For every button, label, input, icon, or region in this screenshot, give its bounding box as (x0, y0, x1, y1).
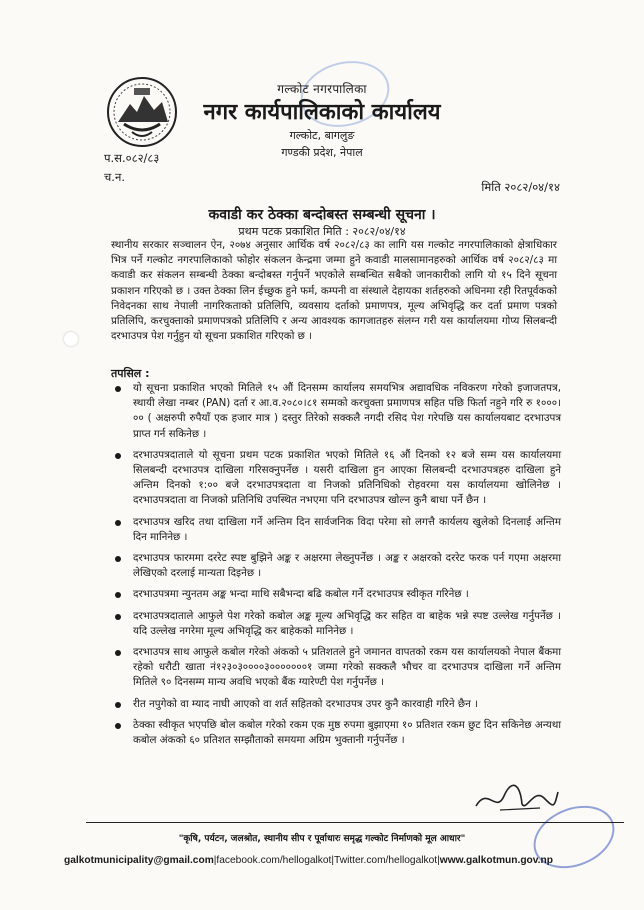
condition-text: दरभाउपत्र फारममा दररेट स्पष्ट बुझिने अङ्क र अक्षरमा लेख्नुपर्नेछ । अङ्क र अक्षरको दररेट फरक पर्न गएमा अक्षरमा लेखिएको दरलाई मान्यता दिइनेछ । (133, 552, 561, 580)
condition-text: दरभाउपत्र खरिद तथा दाखिला गर्ने अन्तिम दिन सार्वजनिक विदा परेमा सो लगत्तै कार्यलय खुलेको दिनलाई अन्तिम दिन मानिनेछ । (133, 515, 561, 543)
bullet-icon (115, 520, 121, 526)
condition-text: रीत नपुगेको वा म्याद नाघी आएको वा शर्त सहितको दरभाउपत्र उपर कुनै कारवाही गरिने छैन । (133, 697, 478, 710)
publication-date: प्रथम पटक प्रकाशित मिति : २०८२/०४/१४ (238, 225, 406, 238)
bullet-icon (115, 614, 121, 620)
condition-item (111, 645, 561, 691)
condition-item (111, 587, 561, 602)
condition-item (111, 448, 561, 509)
condition-item (111, 551, 561, 581)
notice-intro-paragraph: स्थानीय सरकार सञ्चालन ऐन, २०७४ अनुसार आर्थिक वर्ष २०८२/८३ का लागि यस गल्कोट नगरपालिकाको क्षेत्राधिकार भित्र पर्ने गल्कोट नगरपालिकाको फोहोर संकलन केन्द्रमा जम्मा हुने कवाडी मालसामानहरुको आर्थिक वर्ष २०८२/८३ मा कवाडी कर संकलन सम्बन्धी ठेक्का बन्दोबस्त गर्नुपर्ने भएकोले सम्बन्धित सबैको जानकारीको लागि यो १५ दिने सूचना प्रकाशन गरिएको छ । उक्त ठेक्का लिन ईच्छुक हुने फर्म, कम्पनी वा संस्थाले देहायका शर्तहरुको अधिनमा रही रितपूर्वकको निवेदनका साथ नेपाली नागरिकताको प्रतिलिपि, व्यवसाय दर्ताको प्रमाणपत्र, मूल्य अभिवृद्धि कर दर्ता प्रमाण पत्रको प्रतिलिपि, करचुक्ताको प्रमाणपत्रको प्रतिलिपि र अन्य आवश्यक कागजातहरु संलग्न गरी यस कार्यालयमा गोप्य सिलबन्दी दरभाउपत्र पेश गर्नुहुन यो सूचना प्रकाशित गरिएको छ । (111, 239, 557, 343)
reference-number: प.स.०८२/८३ (104, 151, 160, 165)
conditions-heading: तपसिल : (111, 367, 150, 380)
dispatch-number: च.न. (104, 170, 125, 184)
website-link[interactable]: www.galkotmun.gov.np (439, 855, 553, 866)
signature (470, 778, 560, 818)
separator: | (437, 855, 440, 866)
office-title: नगर कार्यपालिकाको कार्यालय (203, 99, 441, 125)
footer-divider (86, 822, 624, 823)
condition-text: दरभाउपत्रदाताले यो सूचना प्रथम पटक प्रकाशित भएको मितिले १६ औं दिनको १२ बजे सम्म यस कार्यालयमा सिलबन्दी दरभाउपत्र दाखिला गरिसक्नुपर्नेछ । यसरी दाखिला हुन आएका सिलबन्दी दरभाउपत्रहरु दाखिला हुने अन्तिम दिनको १:०० बजे दरभाउपत्रदाता वा निजको प्रतिनिधिको रोहवरमा यस कार्यालयमा खोलिनेछ । दरभाउपत्रदाता वा निजको प्रतिनिधि उपस्थित नभएमा पनि दरभाउपत्र खोल्न कुनै बाधा पर्ने छैन । (133, 448, 561, 507)
municipality-name: गल्कोट नगरपालिका (277, 82, 367, 96)
condition-text: दरभाउपत्र साथ आफुले कबोल गरेको अंकको ५ प्रतिशतले हुने जमानत वापतको रकम यस कार्यालयको नेपाल बैंकमा रहेको धरौटी खाता नं१२३०३००००३०००००००१ जम्मा गरेको सक्कलै भौचर वा दरभाउपत्र दाखिला गर्ने अन्तिम मितिले ९० दिनसम्म मान्य अवधि भएको बैंक ग्यारेण्टी पेश गर्नुपर्नेछ । (133, 646, 561, 689)
condition-text: दरभाउपत्रमा न्युनतम अङ्क भन्दा माथि सबैभन्दा बढि कबोल गर्ने दरभाउपत्र स्वीकृत गरिनेछ । (133, 588, 469, 601)
condition-item (111, 718, 561, 748)
letter-date: मिति २०८२/०४/१४ (481, 180, 560, 194)
condition-item (111, 515, 561, 545)
condition-item (111, 609, 561, 639)
province-line: गण्डकी प्रदेश, नेपाल (281, 146, 363, 159)
bullet-icon (115, 453, 121, 459)
condition-text: यो सूचना प्रकाशित भएको मितिले १५ औं दिनसम्म कार्यालय समयभित्र अद्यावधिक नविकरण गरेको इजाजतपत्र, स्थायी लेखा नम्बर (PAN) दर्ता र आ.व.२०८०।८१ सम्मको करचुक्ता प्रमाणपत्र सहित पछि फिर्ता नहुने गरि रु १०००।०० ( अक्षरुपी रुपैयाँ एक हजार मात्र ) दस्तुर तिरेको सक्कलै नगदी रसिद पेश गरेपछि यस कार्यालयबाट दरभाउपत्र प्राप्त गर्न सकिनेछ । (133, 382, 561, 440)
email-link[interactable]: galkotmunicipality@gmail.com (64, 855, 214, 866)
condition-item (111, 381, 561, 442)
separator: | (331, 855, 335, 866)
conditions-list (111, 381, 561, 754)
footer-contacts (64, 855, 634, 866)
notice-title: कवाडी कर ठेक्का बन्दोबस्त सम्बन्धी सूचना । (208, 207, 436, 223)
punch-hole (64, 332, 78, 346)
bullet-icon (115, 556, 121, 562)
bullet-icon (115, 723, 121, 729)
bullet-icon (115, 592, 121, 598)
bullet-icon (115, 702, 121, 708)
facebook-link[interactable]: facebook.com/hellogalkot (216, 855, 332, 866)
condition-text: दरभाउपत्रदाताले आफुले पेश गरेको कबोल अङ्क मूल्य अभिवृद्धि कर सहित वा बाहेक भन्ने स्पष्ट उल्लेख गर्नुपर्नेछ । यदि उल्लेख नगरेमा मूल्य अभिवृद्धि कर बाहेकको मानिनेछ । (133, 609, 561, 637)
office-address: गल्कोट, बागलुङ (289, 129, 355, 142)
bullet-icon (115, 650, 121, 656)
twitter-link[interactable]: Twitter.com/hellogalkot (334, 855, 438, 866)
bullet-icon (115, 386, 121, 392)
separator: | (213, 855, 217, 866)
condition-item (111, 697, 561, 712)
condition-text: ठेक्का स्वीकृत भएपछि बोल कबोल गरेको रकम एक मुष्ठ रुपमा बुझाएमा १० प्रतिशत रकम छुट दिन सकिनेछ अन्यथा कबोल अंकको ६० प्रतिशत सम्झौताको समयमा अग्रिम भुक्तानी गर्नुपर्नेछ । (133, 718, 561, 747)
footer-slogan: "कृषि, पर्यटन, जलश्रोत, स्थानीय सीप र पूर्वाधारः समृद्ध गल्कोट निर्माणको मूल आधार" (178, 834, 466, 844)
